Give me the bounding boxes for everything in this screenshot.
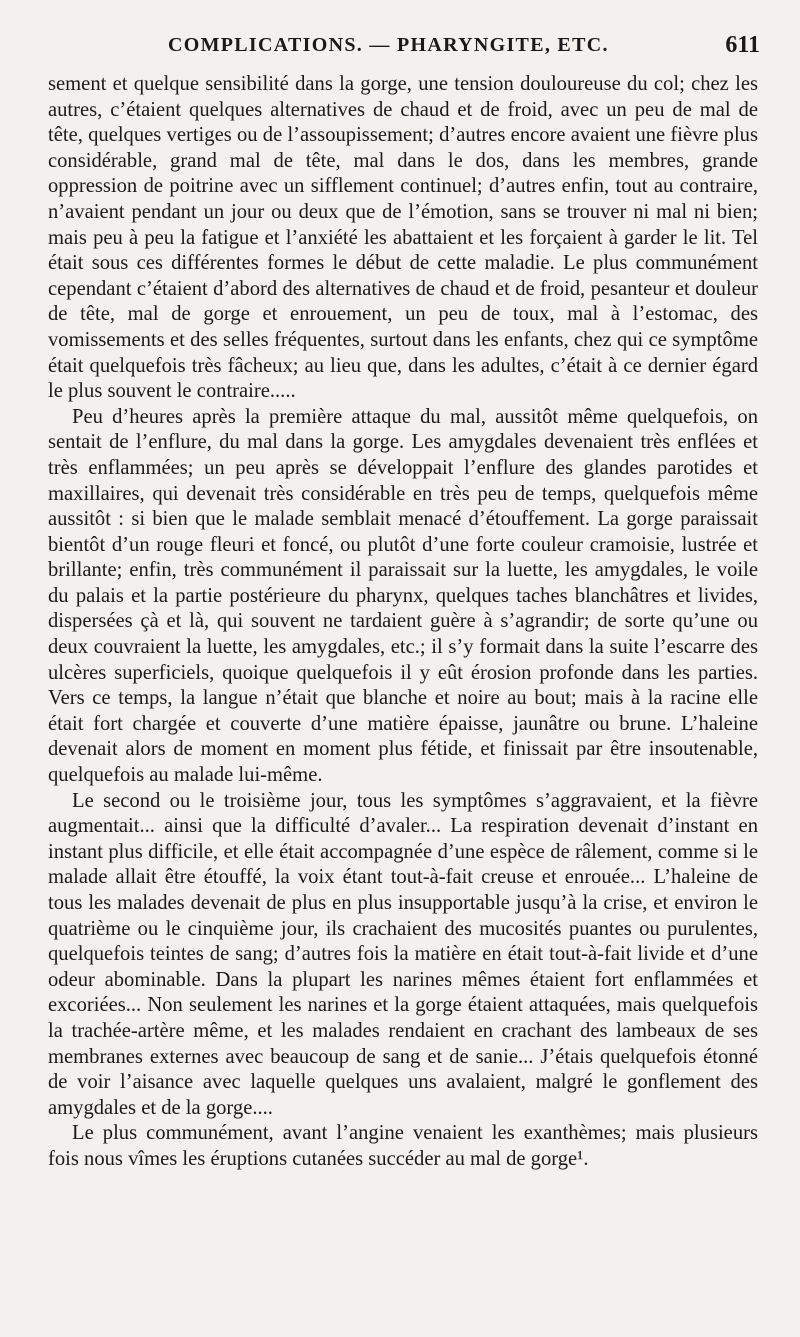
running-title: COMPLICATIONS. — PHARYNGITE, ETC. xyxy=(168,34,609,56)
body-text xyxy=(48,72,758,1173)
paragraph: Peu d’heures après la première attaque du mal, aussitôt même quelquefois, on sentait de l’enflure, du mal dans la gorge. Les amygdales devenaient très enflées et très enflammées; un peu après se développait l’enflure des glandes parotides et maxillaires, qui devenait très considérable en très peu de temps, quelquefois même aussitôt : si bien que le malade semblait menacé d’étouffement. La gorge paraissait bientôt d’un rouge fleuri et foncé, ou plutôt d’une forte couleur cramoisie, lustrée et brillante; enfin, très communément il paraissait sur la luette, les amygdales, le voile du palais et la partie postérieure du pharynx, quelques taches blanchâtres et livides, dispersées çà et là, qui souvent ne tardaient guère à s’agrandir; de sorte qu’une ou deux couvraient la luette, les amygdales, etc.; il s’y formait dans la suite l’escarre des ulcères superficiels, quoique quelquefois il y eût érosion profonde dans les parties. Vers ce temps, la langue n’était que blanche et noire au bout; mais à la racine elle était fort chargée et couverte d’une matière épaisse, jaunâtre ou brune. L’haleine devenait alors de moment en moment plus fétide, et finissait par être insoutenable, quelquefois au malade lui-même. xyxy=(48,405,758,787)
page-number: 611 xyxy=(725,32,760,58)
paragraph-continuation: sement et quelque sensibilité dans la gorge, une tension douloureuse du col; chez les autres, c’étaient quelques alternatives de chaud et de froid, avec un peu de mal de tête, quelques vertiges ou de l’assoupissement; d’autres encore avaient une fièvre plus considérable, grand mal de tête, mal dans le dos, dans les membres, grande oppression de poitrine avec un sifflement continuel; d’autres enfin, tout au contraire, n’avaient pendant un jour ou deux que de l’émotion, sans se trouver ni mal ni bien; mais peu à peu la fatigue et l’anxiété les abattaient et les forçaient à garder le lit. Tel était sous ces différentes formes le début de cette maladie. Le plus communément cependant c’étaient d’abord des alternatives de chaud et de froid, pesanteur et douleur de tête, mal de gorge et enrouement, un peu de toux, mal à l’estomac, des vomissements et des selles fréquentes, surtout dans les enfants, chez qui ce symptôme était quelquefois très fâcheux; au lieu que, dans les adultes, c’était à ce dernier égard le plus souvent le contraire..... xyxy=(48,73,758,403)
page-header xyxy=(48,34,760,64)
paragraph: Le second ou le troisième jour, tous les symptômes s’aggravaient, et la fièvre augmentait... ainsi que la difficulté d’avaler... La respiration devenait d’instant en instant plus difficile, et elle était accompagnée d’une espèce de râlement, comme si le malade allait être étouffé, la voix étant tout-à-fait creuse et enrouée... L’haleine de tous les malades devenait de plus en plus insupportable jusqu’à la crise, et environ le quatrième ou le cinquième jour, ils crachaient des mucosités puantes ou purulentes, quelquefois teintes de sang; d’autres fois la matière en était tout-à-fait livide et d’une odeur abominable. Dans la plupart les narines mêmes étaient fort enflammées et excoriées... Non seulement les narines et la gorge étaient attaquées, mais quelquefois la trachée-artère même, et les malades rendaient en crachant des lambeaux de ses membranes externes avec beaucoup de sang et de sanie... J’étais quelquefois étonné de voir l’aisance avec laquelle quelques uns avalaient, malgré le gonflement des amygdales et de la gorge.... xyxy=(48,789,758,1119)
paragraph: Le plus communément, avant l’angine venaient les exanthèmes; mais plusieurs fois nous vîmes les éruptions cutanées succéder au mal de gorge¹. xyxy=(48,1122,758,1170)
